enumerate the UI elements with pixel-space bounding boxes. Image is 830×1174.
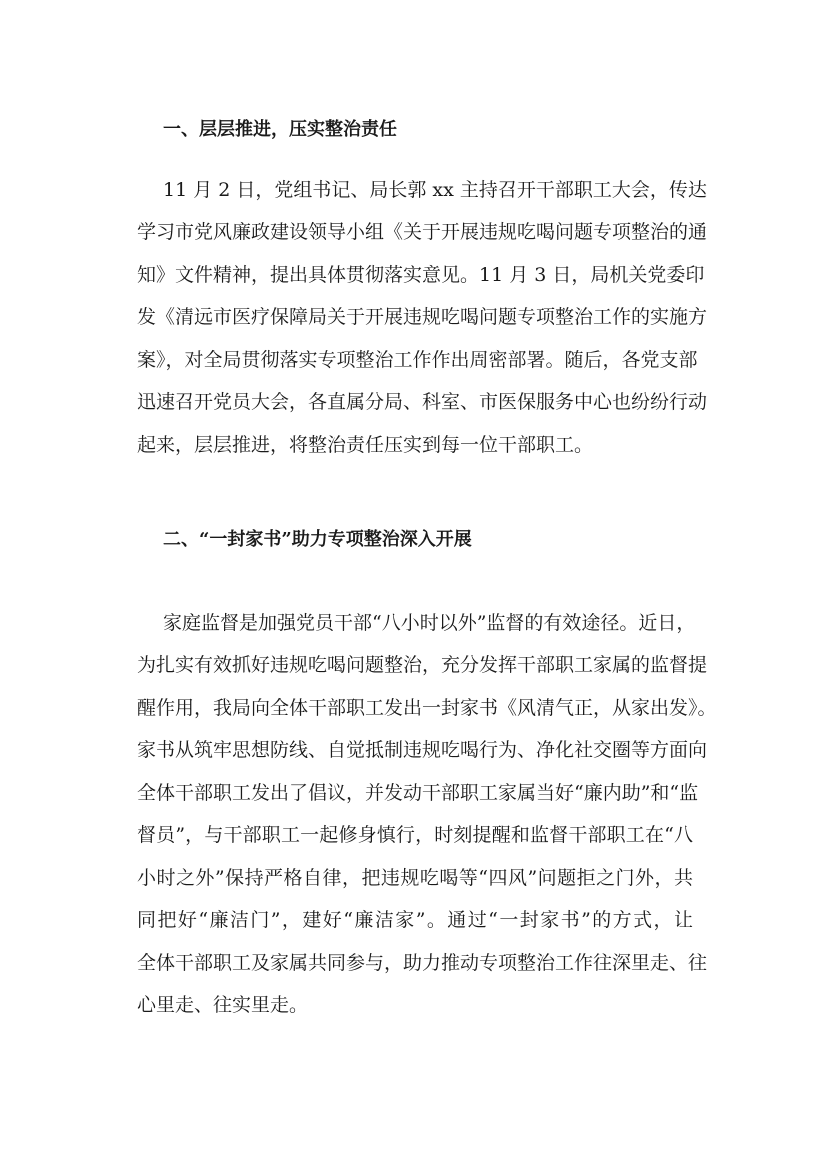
paragraph-line: 为扎实有效抓好违规吃喝问题整治，充分发挥干部职工家属的监督提 bbox=[137, 654, 708, 676]
paragraph-line: 小时之外”保持严格自律，把违规吃喝等“四风”问题拒之门外，共 bbox=[137, 867, 693, 889]
paragraph-line: 家庭监督是加强党员干部“八小时以外”监督的有效途径。近日， bbox=[163, 612, 696, 634]
paragraph-line: 知》文件精神，提出具体贯彻落实意见。11 月 3 日，局机关党委印 bbox=[137, 264, 705, 286]
paragraph-line: 迅速召开党员大会，各直属分局、科室、市医保服务中心也纷纷行动 bbox=[137, 391, 708, 413]
paragraph-line: 全体干部职工发出了倡议，并发动干部职工家属当好“廉内助”和“监 bbox=[137, 782, 699, 804]
paragraph-line: 督员”，与干部职工一起修身慎行，时刻提醒和监督干部职工在“八 bbox=[137, 824, 693, 846]
section-1-heading: 一、层层推进，压实整治责任 bbox=[163, 119, 397, 140]
paragraph-line: 11 月 2 日，党组书记、局长郭 xx 主持召开干部职工大会，传达 bbox=[163, 179, 707, 201]
paragraph-line: 家书从筑牢思想防线、自觉抵制违规吃喝行为、净化社交圈等方面向 bbox=[137, 739, 708, 761]
paragraph-line: 起来，层层推进，将整治责任压实到每一位干部职工。 bbox=[137, 434, 594, 456]
paragraph-line: 学习市党风廉政建设领导小组《关于开展违规吃喝问题专项整治的通 bbox=[137, 221, 708, 243]
section-2-heading: 二、“一封家书”助力专项整治深入开展 bbox=[163, 529, 472, 550]
paragraph-line: 全体干部职工及家属共同参与，助力推动专项整治工作往深里走、往 bbox=[137, 952, 708, 974]
paragraph-line: 案》，对全局贯彻落实专项整治工作作出周密部署。随后，各党支部 bbox=[137, 349, 698, 371]
paragraph-line: 心里走、往实里走。 bbox=[137, 994, 309, 1016]
paragraph-line: 醒作用，我局向全体干部职工发出一封家书《风清气正，从家出发》。 bbox=[137, 697, 717, 719]
paragraph-line: 发《清远市医疗保障局关于开展违规吃喝问题专项整治工作的实施方 bbox=[137, 306, 708, 328]
paragraph-line: 同把好“廉洁门”，建好“廉洁家”。通过“一封家书”的方式，让 bbox=[137, 909, 693, 931]
